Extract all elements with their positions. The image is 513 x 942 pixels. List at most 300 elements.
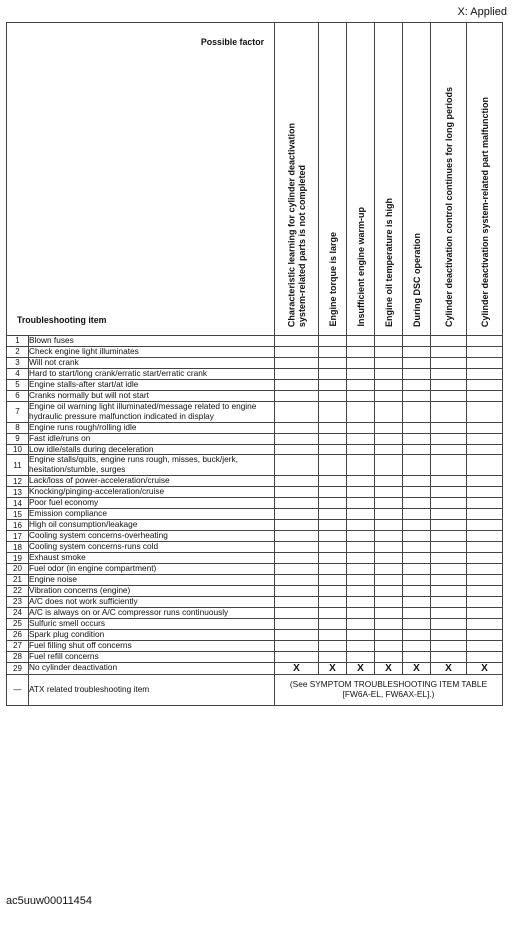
table-row	[7, 531, 503, 542]
applied-mark	[467, 574, 503, 585]
row-number: 9	[7, 433, 29, 444]
applied-mark	[319, 476, 347, 487]
table-row	[7, 455, 503, 476]
applied-mark	[319, 433, 347, 444]
row-item: Fuel odor (in engine compartment)	[29, 564, 275, 575]
table-row	[7, 553, 503, 564]
applied-mark	[319, 553, 347, 564]
applied-mark	[319, 651, 347, 662]
row-item: Knocking/pinging-acceleration/cruise	[29, 487, 275, 498]
applied-mark	[431, 640, 467, 651]
applied-mark	[467, 455, 503, 476]
applied-mark	[403, 564, 431, 575]
row-item: A/C is always on or A/C compressor runs continuously	[29, 607, 275, 618]
applied-mark	[347, 487, 375, 498]
factor-header-2	[319, 23, 347, 336]
row-number: 7	[7, 401, 29, 422]
applied-mark	[275, 487, 319, 498]
applied-mark	[431, 336, 467, 347]
applied-mark	[275, 618, 319, 629]
table-row	[7, 662, 503, 674]
table-row	[7, 542, 503, 553]
applied-mark	[467, 640, 503, 651]
applied-mark	[375, 618, 403, 629]
applied-mark	[431, 346, 467, 357]
applied-mark	[319, 390, 347, 401]
table-row	[7, 390, 503, 401]
applied-mark	[431, 629, 467, 640]
applied-mark	[319, 487, 347, 498]
applied-mark	[375, 542, 403, 553]
applied-mark	[467, 564, 503, 575]
applied-mark	[467, 444, 503, 455]
applied-mark	[347, 542, 375, 553]
applied-mark	[467, 390, 503, 401]
applied-mark	[275, 574, 319, 585]
applied-mark	[319, 585, 347, 596]
applied-mark	[375, 401, 403, 422]
applied-mark	[319, 357, 347, 368]
applied-mark	[431, 444, 467, 455]
applied-mark	[319, 629, 347, 640]
applied-mark	[275, 368, 319, 379]
row-item: Engine oil warning light illuminated/message related to engine hydraulic pressure malfunction indicated in display	[29, 401, 275, 422]
row-number: 28	[7, 651, 29, 662]
applied-mark	[375, 553, 403, 564]
applied-mark	[347, 346, 375, 357]
row-number: 6	[7, 390, 29, 401]
table-row	[7, 509, 503, 520]
applied-mark	[403, 520, 431, 531]
applied-mark	[467, 357, 503, 368]
applied-mark	[275, 476, 319, 487]
table-row-atx	[7, 674, 503, 705]
applied-mark	[431, 596, 467, 607]
applied-mark	[431, 520, 467, 531]
applied-mark	[403, 596, 431, 607]
table-row	[7, 596, 503, 607]
applied-mark	[375, 336, 403, 347]
applied-mark	[319, 618, 347, 629]
applied-mark	[403, 390, 431, 401]
row-number: 26	[7, 629, 29, 640]
row-item: Engine stalls-after start/at idle	[29, 379, 275, 390]
applied-mark	[319, 336, 347, 347]
applied-mark	[319, 542, 347, 553]
applied-mark	[375, 564, 403, 575]
applied-mark	[403, 444, 431, 455]
applied-mark	[347, 368, 375, 379]
applied-mark	[403, 651, 431, 662]
applied-mark	[375, 498, 403, 509]
row-number: 8	[7, 422, 29, 433]
applied-mark: X	[319, 662, 347, 674]
applied-mark	[431, 618, 467, 629]
applied-mark	[347, 336, 375, 347]
row-item: No cylinder deactivation	[29, 662, 275, 674]
row-item: Will not crank	[29, 357, 275, 368]
applied-mark	[431, 498, 467, 509]
applied-mark	[431, 433, 467, 444]
applied-mark	[375, 640, 403, 651]
applied-mark	[347, 651, 375, 662]
row-number: 2	[7, 346, 29, 357]
applied-mark	[431, 607, 467, 618]
row-number: 5	[7, 379, 29, 390]
row-number: 21	[7, 574, 29, 585]
applied-mark	[431, 455, 467, 476]
applied-mark	[347, 401, 375, 422]
factor-label-7: Cylinder deactivation system-related part malfunction	[479, 96, 490, 327]
applied-mark	[431, 357, 467, 368]
factor-header-5	[403, 23, 431, 336]
factor-header-3	[347, 23, 375, 336]
applied-mark	[375, 368, 403, 379]
applied-mark	[375, 574, 403, 585]
applied-mark: X	[467, 662, 503, 674]
applied-mark	[375, 629, 403, 640]
row-item: Exhaust smoke	[29, 553, 275, 564]
table-row	[7, 564, 503, 575]
table-body	[7, 336, 503, 706]
applied-mark	[403, 422, 431, 433]
applied-mark	[347, 444, 375, 455]
applied-mark	[431, 564, 467, 575]
row-item: ATX related troubleshooting item	[29, 674, 275, 705]
applied-mark	[467, 629, 503, 640]
applied-mark	[275, 509, 319, 520]
row-item: Emission compliance	[29, 509, 275, 520]
applied-mark	[275, 520, 319, 531]
applied-mark	[467, 607, 503, 618]
row-item: Cooling system concerns-overheating	[29, 531, 275, 542]
table-row	[7, 629, 503, 640]
table-row	[7, 520, 503, 531]
applied-mark	[403, 433, 431, 444]
applied-mark	[347, 520, 375, 531]
table-row	[7, 401, 503, 422]
applied-mark	[467, 368, 503, 379]
applied-mark	[275, 629, 319, 640]
row-item: Spark plug condition	[29, 629, 275, 640]
applied-mark	[403, 498, 431, 509]
applied-mark	[375, 487, 403, 498]
applied-mark	[375, 651, 403, 662]
applied-mark	[467, 520, 503, 531]
applied-mark	[347, 509, 375, 520]
row-number: 23	[7, 596, 29, 607]
applied-mark	[375, 444, 403, 455]
row-item: High oil consumption/leakage	[29, 520, 275, 531]
applied-mark	[347, 640, 375, 651]
applied-mark	[431, 553, 467, 564]
applied-mark	[275, 379, 319, 390]
applied-mark	[431, 531, 467, 542]
applied-mark	[403, 607, 431, 618]
table-row	[7, 585, 503, 596]
table-row	[7, 651, 503, 662]
troubleshooting-item-label: Troubleshooting item	[17, 315, 107, 325]
applied-mark	[403, 336, 431, 347]
row-number: 24	[7, 607, 29, 618]
factor-header-6	[431, 23, 467, 336]
applied-mark	[347, 618, 375, 629]
row-number: 13	[7, 487, 29, 498]
applied-mark	[275, 444, 319, 455]
row-item: Lack/loss of power-acceleration/cruise	[29, 476, 275, 487]
applied-mark	[467, 596, 503, 607]
row-item: Check engine light illuminates	[29, 346, 275, 357]
applied-mark	[467, 618, 503, 629]
applied-mark	[275, 346, 319, 357]
applied-mark	[431, 542, 467, 553]
row-number: 25	[7, 618, 29, 629]
applied-mark	[375, 357, 403, 368]
atx-reference-note: (See SYMPTOM TROUBLESHOOTING ITEM TABLE [FW6A-EL, FW6AX-EL].)	[275, 674, 503, 705]
applied-mark	[275, 336, 319, 347]
applied-mark	[347, 564, 375, 575]
applied-mark	[403, 531, 431, 542]
applied-mark	[403, 629, 431, 640]
applied-mark	[347, 357, 375, 368]
table-row	[7, 379, 503, 390]
row-number: 20	[7, 564, 29, 575]
applied-mark	[275, 651, 319, 662]
applied-mark	[347, 585, 375, 596]
applied-mark	[431, 368, 467, 379]
applied-mark	[467, 346, 503, 357]
applied-mark	[275, 542, 319, 553]
applied-mark	[467, 401, 503, 422]
applied-mark	[275, 498, 319, 509]
row-item: Poor fuel economy	[29, 498, 275, 509]
applied-mark	[347, 531, 375, 542]
row-number: 12	[7, 476, 29, 487]
applied-mark: X	[431, 662, 467, 674]
applied-mark	[275, 596, 319, 607]
row-number: 14	[7, 498, 29, 509]
row-item: Fuel filling shut off concerns	[29, 640, 275, 651]
applied-mark	[375, 455, 403, 476]
applied-mark	[347, 574, 375, 585]
applied-mark	[347, 629, 375, 640]
applied-mark	[347, 390, 375, 401]
applied-mark	[467, 651, 503, 662]
legend-applied: X: Applied	[457, 6, 507, 18]
applied-mark	[403, 346, 431, 357]
applied-mark	[467, 509, 503, 520]
row-item: Vibration concerns (engine)	[29, 585, 275, 596]
table-row	[7, 607, 503, 618]
applied-mark	[347, 422, 375, 433]
applied-mark	[431, 379, 467, 390]
header-row	[7, 23, 503, 336]
applied-mark	[319, 455, 347, 476]
applied-mark: X	[375, 662, 403, 674]
table-row	[7, 444, 503, 455]
row-item: Engine stalls/quits, engine runs rough, misses, buck/jerk, hesitation/stumble, surges	[29, 455, 275, 476]
table-row	[7, 618, 503, 629]
applied-mark	[347, 455, 375, 476]
applied-mark	[431, 585, 467, 596]
troubleshooting-table	[6, 22, 503, 706]
factor-label-6: Cylinder deactivation control continues for long periods	[443, 86, 454, 327]
applied-mark	[275, 585, 319, 596]
factor-label-2: Engine torque is large	[327, 232, 338, 327]
applied-mark	[319, 564, 347, 575]
applied-mark	[467, 542, 503, 553]
applied-mark	[403, 574, 431, 585]
applied-mark	[375, 509, 403, 520]
possible-factor-label: Possible factor	[200, 37, 264, 47]
applied-mark	[275, 433, 319, 444]
applied-mark	[467, 498, 503, 509]
factor-label-3: Insufficient engine warm-up	[355, 207, 366, 327]
row-number: 11	[7, 455, 29, 476]
applied-mark: X	[347, 662, 375, 674]
applied-mark	[467, 487, 503, 498]
row-item: Low idle/stalls during deceleration	[29, 444, 275, 455]
applied-mark	[467, 422, 503, 433]
applied-mark	[403, 487, 431, 498]
applied-mark	[375, 379, 403, 390]
table-row	[7, 336, 503, 347]
applied-mark	[275, 531, 319, 542]
applied-mark	[347, 553, 375, 564]
row-item: Blown fuses	[29, 336, 275, 347]
applied-mark	[375, 531, 403, 542]
applied-mark	[275, 455, 319, 476]
applied-mark	[275, 357, 319, 368]
row-item: A/C does not work sufficiently	[29, 596, 275, 607]
applied-mark	[403, 455, 431, 476]
applied-mark	[467, 585, 503, 596]
table-row	[7, 368, 503, 379]
row-item: Fast idle/runs on	[29, 433, 275, 444]
applied-mark	[319, 422, 347, 433]
factor-label-4: Engine oil temperature is high	[383, 197, 394, 327]
applied-mark	[319, 444, 347, 455]
row-number: 29	[7, 662, 29, 674]
row-item: Cranks normally but will not start	[29, 390, 275, 401]
applied-mark	[319, 379, 347, 390]
applied-mark	[319, 640, 347, 651]
table-row	[7, 476, 503, 487]
applied-mark	[375, 476, 403, 487]
applied-mark	[467, 336, 503, 347]
applied-mark: X	[403, 662, 431, 674]
applied-mark: X	[275, 662, 319, 674]
table-row	[7, 357, 503, 368]
applied-mark	[431, 390, 467, 401]
applied-mark	[347, 433, 375, 444]
applied-mark	[403, 618, 431, 629]
applied-mark	[403, 401, 431, 422]
table-row	[7, 422, 503, 433]
applied-mark	[431, 487, 467, 498]
applied-mark	[375, 596, 403, 607]
applied-mark	[403, 379, 431, 390]
applied-mark	[275, 553, 319, 564]
applied-mark	[403, 357, 431, 368]
applied-mark	[347, 476, 375, 487]
applied-mark	[403, 585, 431, 596]
applied-mark	[431, 422, 467, 433]
row-number: 16	[7, 520, 29, 531]
table-row	[7, 498, 503, 509]
row-item: Engine noise	[29, 574, 275, 585]
applied-mark	[467, 531, 503, 542]
applied-mark	[403, 368, 431, 379]
figure-id: ac5uuw00011454	[6, 895, 93, 907]
applied-mark	[431, 651, 467, 662]
row-number: 3	[7, 357, 29, 368]
applied-mark	[275, 607, 319, 618]
applied-mark	[319, 498, 347, 509]
table-row	[7, 574, 503, 585]
applied-mark	[403, 476, 431, 487]
table-row	[7, 640, 503, 651]
applied-mark	[319, 509, 347, 520]
applied-mark	[347, 607, 375, 618]
applied-mark	[319, 368, 347, 379]
applied-mark	[403, 553, 431, 564]
applied-mark	[431, 574, 467, 585]
applied-mark	[375, 346, 403, 357]
factor-header-1	[275, 23, 319, 336]
applied-mark	[375, 520, 403, 531]
factor-label-5: During DSC operation	[411, 233, 422, 327]
row-number: 27	[7, 640, 29, 651]
applied-mark	[431, 401, 467, 422]
row-number: 4	[7, 368, 29, 379]
row-number: 18	[7, 542, 29, 553]
header-corner	[7, 23, 275, 336]
applied-mark	[403, 542, 431, 553]
row-item: Cooling system concerns-runs cold	[29, 542, 275, 553]
row-number: 15	[7, 509, 29, 520]
applied-mark	[275, 422, 319, 433]
applied-mark	[319, 531, 347, 542]
applied-mark	[319, 596, 347, 607]
row-number: 1	[7, 336, 29, 347]
row-number: 22	[7, 585, 29, 596]
applied-mark	[347, 596, 375, 607]
row-number: 17	[7, 531, 29, 542]
applied-mark	[467, 379, 503, 390]
applied-mark	[319, 574, 347, 585]
applied-mark	[375, 585, 403, 596]
factor-header-7	[467, 23, 503, 336]
applied-mark	[319, 520, 347, 531]
table-row	[7, 433, 503, 444]
applied-mark	[347, 379, 375, 390]
applied-mark	[275, 390, 319, 401]
applied-mark	[431, 509, 467, 520]
row-item: Fuel refill concerns	[29, 651, 275, 662]
applied-mark	[431, 476, 467, 487]
applied-mark	[375, 433, 403, 444]
applied-mark	[403, 509, 431, 520]
applied-mark	[375, 390, 403, 401]
applied-mark	[467, 433, 503, 444]
row-number: 10	[7, 444, 29, 455]
factor-label-1: Characteristic learning for cylinder deactivation system-related parts is not completed	[286, 122, 307, 327]
applied-mark	[467, 553, 503, 564]
row-item: Engine runs rough/rolling idle	[29, 422, 275, 433]
table-row	[7, 487, 503, 498]
row-item: Sulfuric smell occurs	[29, 618, 275, 629]
